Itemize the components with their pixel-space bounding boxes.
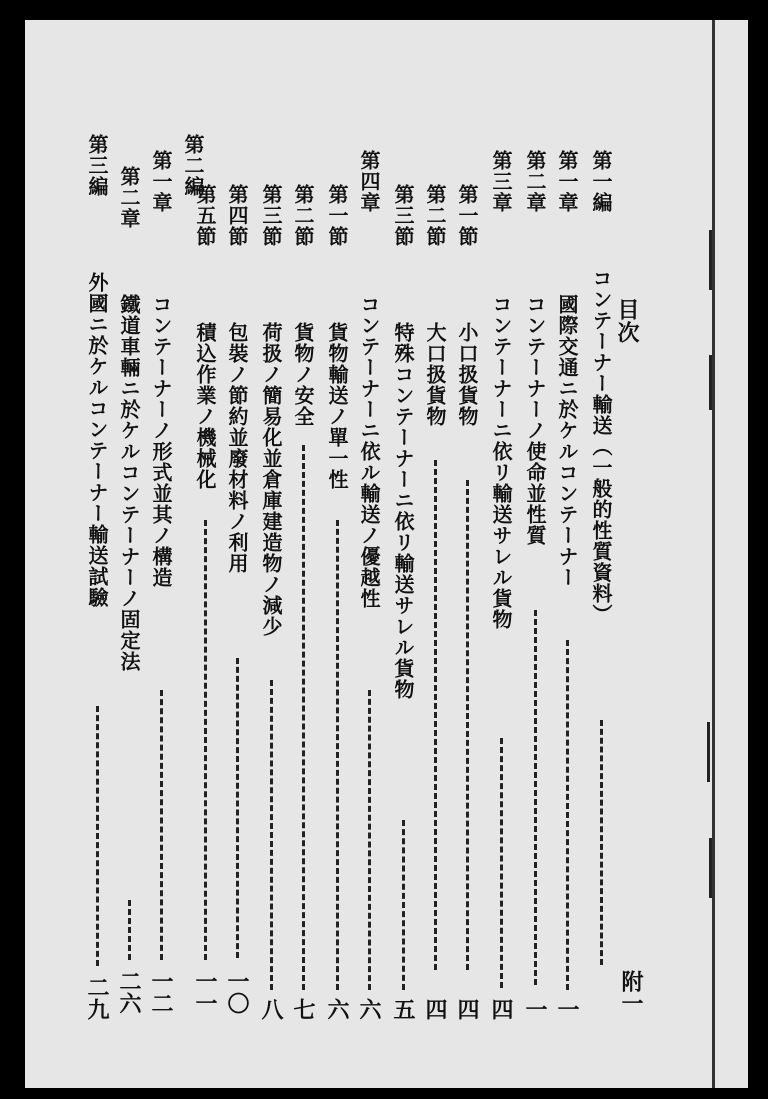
entry-8-title: 貨物輸送ノ單一性 (325, 322, 349, 490)
entry-11-label: 第四節 (225, 184, 249, 247)
entry-3-page: 四 (488, 998, 514, 1020)
leader-16 (96, 706, 99, 966)
entry-8-label: 第一節 (325, 184, 349, 247)
entry-5-label: 第二節 (423, 184, 447, 247)
leader-12 (204, 520, 207, 960)
entry-9-label: 第二節 (291, 184, 315, 247)
entry-0-title: コンテーナー輸送（一般的性質資料） (589, 268, 613, 625)
leader-3 (500, 738, 503, 988)
entry-6-label: 第三節 (391, 184, 415, 247)
entry-10-page: 八 (258, 998, 284, 1020)
binding-mark (709, 838, 712, 898)
entry-5-page: 四 (422, 998, 448, 1020)
entry-14-label: 第一章 (149, 150, 173, 213)
leader-6 (402, 820, 405, 990)
leader-8 (336, 520, 339, 990)
entry-8-page: 六 (324, 998, 350, 1020)
binding-mark (709, 230, 712, 290)
leader-15 (128, 900, 131, 960)
entry-7-label: 第四章 (357, 150, 381, 213)
leader-9 (302, 445, 305, 990)
entry-1-page: 一 (554, 998, 580, 1020)
entry-16-title: 外國ニ於ケルコンテーナー輸送試驗 (85, 272, 109, 608)
entry-13-label: 第二編 (181, 134, 205, 197)
entry-0-page: 附一 (618, 970, 644, 1014)
entry-1-label: 第一章 (555, 150, 579, 213)
toc-title: 目次 (614, 298, 640, 344)
binding-mark (709, 355, 712, 410)
entry-7-page: 六 (356, 998, 382, 1020)
page-gutter-line (712, 20, 715, 1088)
entry-0-label: 第一編 (589, 150, 613, 213)
leader-4 (466, 480, 469, 970)
entry-15-label: 第二章 (117, 166, 141, 229)
leader-0 (600, 720, 603, 965)
entry-2-title: コンテーナーノ使命並性質 (523, 294, 547, 546)
entry-9-title: 貨物ノ安全 (291, 322, 315, 427)
entry-14-title: コンテーナーノ形式並其ノ構造 (149, 294, 173, 588)
leader-10 (270, 680, 273, 990)
entry-3-title: コンテーナーニ依リ輸送サレル貨物 (489, 294, 513, 630)
page-edge-left (20, 20, 25, 1088)
entry-2-page: 一 (522, 998, 548, 1020)
entry-10-label: 第三節 (259, 184, 283, 247)
entry-2-label: 第二章 (523, 150, 547, 213)
leader-1 (566, 640, 569, 990)
entry-4-title: 小口扱貨物 (455, 322, 479, 427)
entry-11-page: 一〇 (224, 970, 250, 1014)
entry-15-page: 二六 (116, 970, 142, 1014)
entry-7-title: コンテーナーニ依ル輸送ノ優越性 (357, 294, 381, 609)
entry-12-page: 一一 (192, 970, 218, 1014)
leader-11 (236, 658, 239, 958)
leader-5 (434, 460, 437, 970)
entry-6-page: 五 (390, 998, 416, 1020)
leader-7 (368, 690, 371, 990)
entry-4-page: 四 (454, 998, 480, 1020)
entry-3-label: 第三章 (489, 150, 513, 213)
entry-16-page: 二九 (84, 976, 110, 1020)
entry-15-title: 鐵道車輛ニ於ケルコンテーナーノ固定法 (117, 294, 141, 672)
entry-10-title: 荷扱ノ簡易化並倉庫建造物ノ減少 (259, 322, 283, 637)
entry-12-label: 第五節 (193, 184, 217, 247)
binding-mark (707, 722, 710, 782)
entry-1-title: 國際交通ニ於ケルコンテーナー (555, 294, 579, 588)
entry-5-title: 大口扱貨物 (423, 322, 447, 427)
leader-14 (160, 690, 163, 960)
entry-14-page: 一二 (148, 970, 174, 1014)
entry-4-label: 第一節 (455, 184, 479, 247)
entry-9-page: 七 (290, 998, 316, 1020)
entry-12-title: 積込作業ノ機械化 (193, 322, 217, 490)
entry-6-title: 特殊コンテーナーニ依リ輸送サレル貨物 (391, 322, 415, 700)
entry-11-title: 包裝ノ節約並廢材料ノ利用 (225, 322, 249, 574)
entry-16-label: 第三編 (85, 134, 109, 197)
leader-2 (534, 610, 537, 985)
